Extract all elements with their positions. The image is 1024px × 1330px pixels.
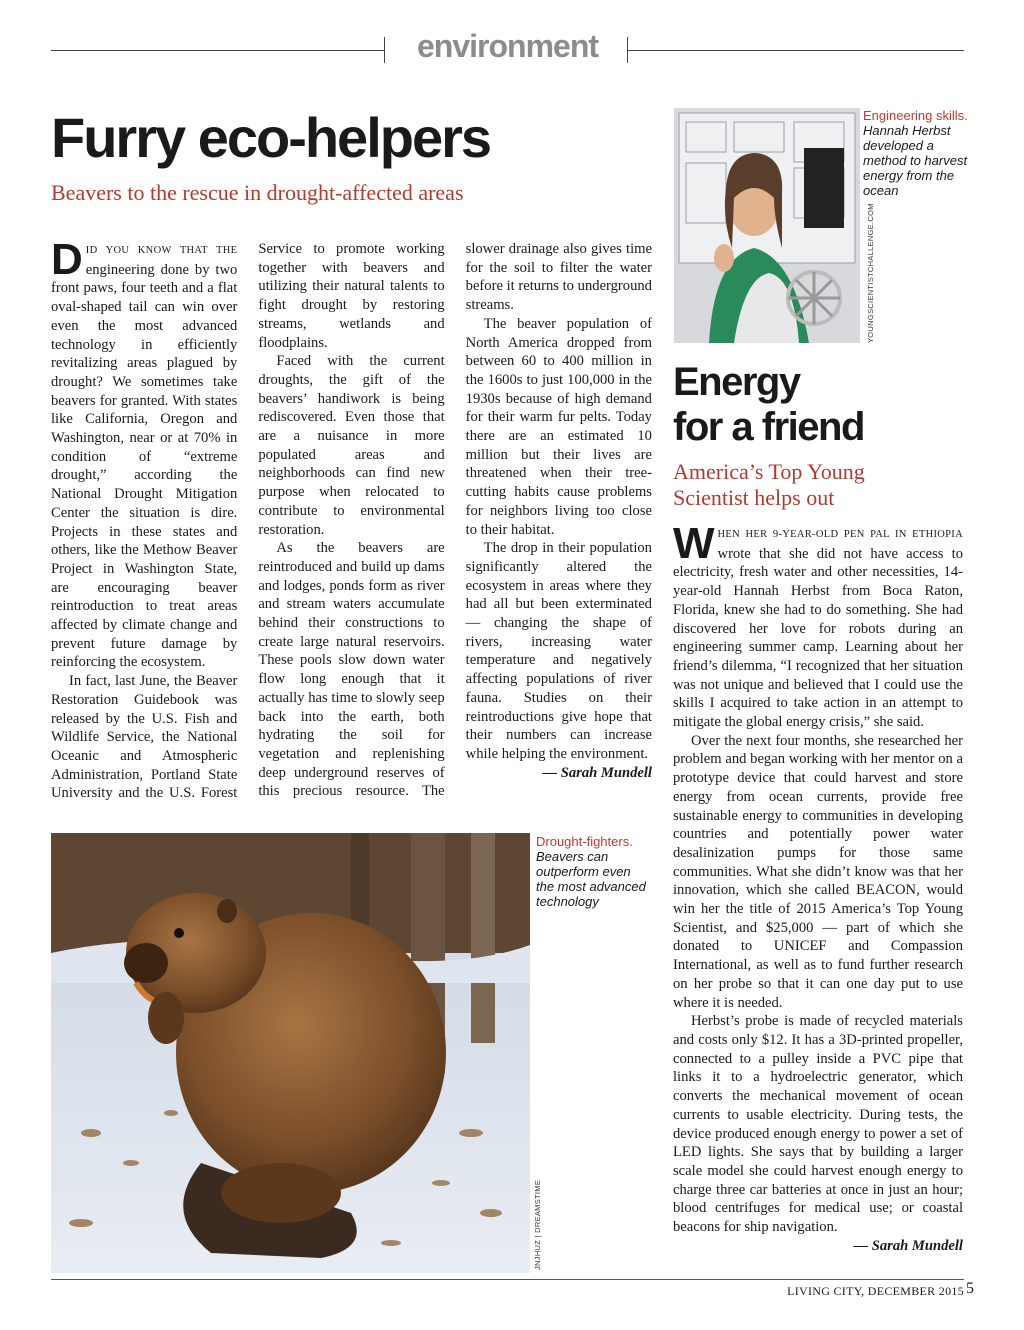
footer-publication: LIVING CITY, DECEMBER 2015 — [787, 1284, 964, 1298]
footer-rule — [51, 1279, 964, 1280]
beaver-caption-head: Drought-fighters. — [536, 834, 633, 849]
article2-paragraph-1-text: wrote that she did not have access to electricity, fresh water and other necessities, 14-year-old Hannah Herbst from Boca Raton, Florida, knew she had to do something. She had discovered her love for robots during an engineering summer camp. Learning about her friend’s dilemma, “I recognized that her situation was not unique and believed that I could use the skills I acquired to take action in an attempt to mitigate the global energy crisis,” she said. — [673, 545, 963, 731]
hannah-photo-caption — [863, 108, 975, 198]
hannah-caption-head: Engineering skills. — [863, 108, 968, 123]
article2-title-line-2: for a friend — [673, 405, 864, 449]
article1-body — [51, 235, 652, 810]
article2-title-line-1: Energy — [673, 360, 800, 404]
article1-paragraph-2: In fact, last June, the Beaver Restoration Guidebook was released by the U.S. Fish and Wildlife Service, the National Oceanic and Atmospheric Administration, Portland State University and the U.S. Forest Service to promote working together with beavers and utilizing their natural talents to fight drought by restoring streams, wetlands and floodplains. — [51, 241, 445, 802]
section-label: environment — [416, 28, 599, 64]
beaver-photo — [51, 833, 530, 1273]
article2-lead-in: HEN HER 9-YEAR-OLD PEN PAL IN ETHIOPIA — [717, 529, 963, 540]
article1-paragraph-5: The beaver population of North America dropped from between 60 to 400 million in the 1600s to just 100,000 in the 1930s because of high demand for their warm fur pelts. Today there are an estimated 10 million but their lives are threatened when their tree-cutting habits cause problems for neighbors living too close to their habitat. — [465, 315, 652, 538]
header-rule-cap-left — [384, 37, 385, 63]
header-rule-right — [627, 50, 964, 51]
article1-paragraph-1 — [51, 235, 238, 672]
hannah-caption-body: Hannah Herbst developed a method to harvest energy from the ocean — [863, 123, 968, 198]
article1-title: Furry eco-helpers — [51, 106, 491, 169]
article2-title — [673, 360, 864, 450]
article1-paragraph-6: The drop in their population significantly altered the ecosystem in areas where they had all but been exterminated — changing the shape of rivers, increasing water temperature and negatively affecting populations of river fauna. Studies on their reintroductions give hope that their numbers can increase while helping the environment. — [465, 540, 652, 762]
hannah-photo — [674, 108, 860, 343]
article2-paragraph-2: Over the next four months, she researched her problem and began working with her mentor on a prototype device that could harvest and store energy from ocean currents, provide free sustainable energy to communities in developing countries and potentially power water desalinization pumps for those same communities. What she didn’t know was that her innovation, which she called BEACON, would win her the title of 2015 America’s Top Young Scientist, and $25,000 — part of which she donated to UNICEF and Compassion International, as well as to fund further research on her probe so that it can one day put to use where it is needed. — [673, 732, 963, 1011]
article2-paragraph-3: Herbst’s probe is made of recycled materials and costs only $12. It has a 3D-printed propeller, connected to a pulley inside a PVC pipe that links it to a hydroelectric generator, which converts the mechanical movement of ocean currents to usable electricity. During tests, the device produced enough energy to power a set of LED lights. She says that by building a larger scale model she could harvest enough energy to charge three car batteries at once in just an hour; blood centrifuges for medical use; or coastal beacons for ship navigation. — [673, 1013, 963, 1236]
article1-paragraph-4: As the beavers are reintroduced and build up dams and lodges, ponds form as river and stream waters accumulate behind their constructions to create large natural reservoirs. These pools slow down water flow long enough that it actually has time to slowly seep back into the earth, both hydrating the soil for vegetation and replenishing deep underground reserves of this precious resource. The slower drainage also gives time for the soil to filter the water before it returns to underground streams. — [258, 241, 652, 800]
beaver-photo-caption — [536, 834, 646, 909]
article2-byline: — Sarah Mundell — [853, 1237, 963, 1254]
header-rule-left — [51, 50, 384, 51]
beaver-photo-credit: JNJHUZ | DREAMSTIME — [533, 1179, 542, 1270]
article1-deck: Beavers to the rescue in drought-affected areas — [51, 180, 464, 205]
beaver-caption-body: Beavers can outperform even the most advanced technology — [536, 849, 646, 909]
scientist-illustration — [674, 108, 860, 343]
article2-deck: America’s Top Young Scientist helps out — [673, 459, 865, 510]
article2-paragraph-1 — [673, 519, 963, 732]
article2-dropcap: W — [673, 519, 715, 568]
article1-paragraph-1-text: engineering done by two front paws, four teeth and a flat oval-shaped tail can win over even the most advanced technology in efficiently revitalizing areas plagued by drought? We sometimes take beavers for granted. With states like California, Oregon and Washington, near or at 70% in condition of “extreme drought,” according the National Drought Mitigation Center the situation is dire. Projects in these states and others, like the Methow Beaver Project in Washington State, are encouraging beaver reintroduction to treat areas affected by climate change and prevent future damage by reinforcing the ecosystem. — [51, 261, 238, 671]
beaver-illustration — [51, 833, 530, 1273]
article1-byline: — Sarah Mundell — [542, 764, 652, 781]
page-number: 5 — [966, 1280, 974, 1297]
article1-paragraph-3: Faced with the current droughts, the gift of the beavers’ handiwork is being rediscovered. Even those that are a nuisance in more populated areas and neighborhoods can find new purpose when relocated to contribute to environmental restoration. — [258, 353, 445, 538]
article2-body — [673, 519, 963, 1255]
article1-dropcap: D — [51, 235, 83, 284]
hannah-photo-credit: YOUNGSCIENTISTCHALLENGE.COM — [866, 203, 875, 343]
article1-lead-in: ID YOU KNOW THAT THE — [85, 245, 238, 256]
